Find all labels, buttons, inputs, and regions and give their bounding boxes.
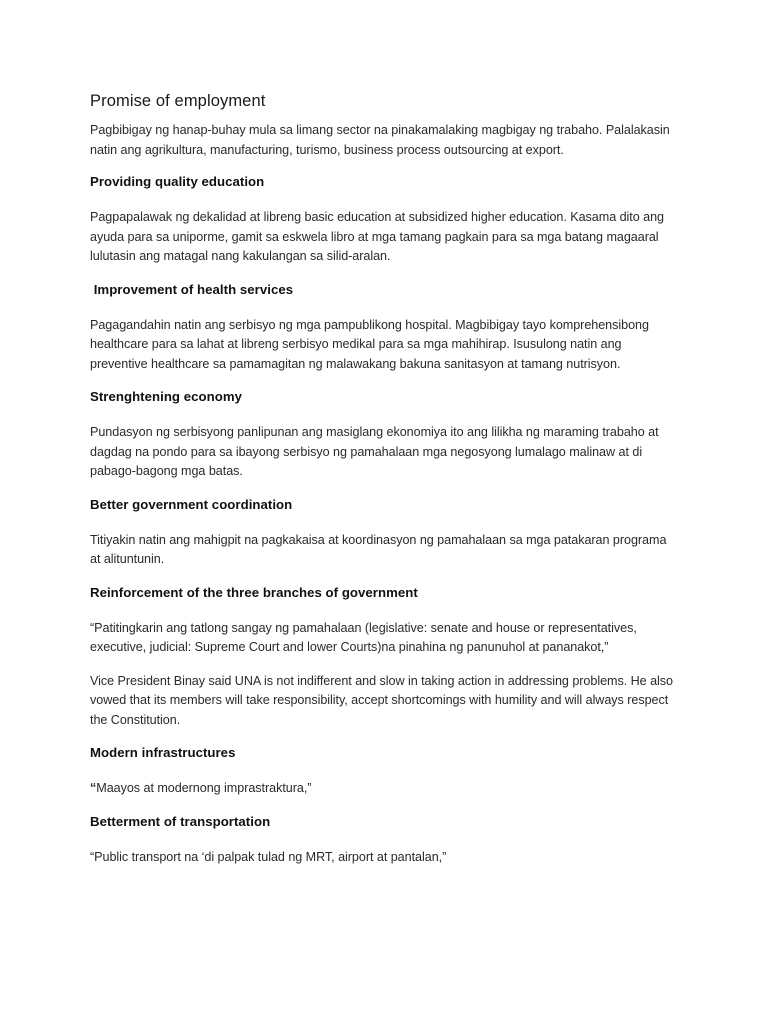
paragraph-line: natin ang agrikultura, manufacturing, turismo, business process outsourcing at export. — [90, 142, 564, 157]
education-heading: Providing quality education — [90, 174, 265, 189]
branches-paragraph — [90, 672, 690, 731]
paragraph-line: “Patitingkarin ang tatlong sangay ng pamahalaan (legislative: senate and house or representatives, — [90, 620, 637, 635]
paragraph-line: Pagbibigay ng hanap-buhay mula sa limang sector na pinakamalaking magbigay ng trabaho. Palalakasin — [90, 123, 670, 137]
infrastructure-heading: Modern infrastructures — [90, 745, 236, 760]
health-paragraph — [90, 316, 690, 375]
paragraph-line: Vice President Binay said UNA is not indifferent and slow in taking action in addressing problems. He also — [90, 673, 673, 688]
document-page — [90, 92, 690, 867]
paragraph-line: Pundasyon ng serbisyong panlipunan ang masiglang ekonomiya ito ang lilikha ng maraming trabaho at — [90, 425, 659, 439]
health-heading: Improvement of health services — [90, 281, 294, 297]
paragraph-line: Pagagandahin natin ang serbisyo ng mga pampublikong hospital. Magbibigay tayo komprehensibong — [90, 317, 649, 332]
paragraph-line: pabago-bagong mga batas. — [90, 464, 243, 478]
paragraph-line: executive, judicial: Supreme Court and lower Courts)na pinahina ng panunuhol at pananakot,” — [90, 640, 609, 654]
economy-paragraph — [90, 423, 690, 482]
infrastructure-paragraph — [90, 779, 690, 799]
paragraph-line: Pagpapalawak ng dekalidad at libreng basic education at subsidized higher education. Kasama dito ang — [90, 210, 665, 224]
paragraph-line: healthcare para sa lahat at libreng serbisyo medikal para sa mga mahihirap. Isusulong natin ang — [90, 337, 622, 351]
paragraph-line: at alituntunin. — [90, 552, 165, 566]
document-title: Promise of employment — [90, 92, 266, 110]
employment-paragraph — [90, 121, 690, 160]
coordination-paragraph — [90, 531, 690, 570]
paragraph-line: ayuda para sa uniporme, gamit sa eskwela libro at mga tamang pagkain para sa mga batang magaaral — [90, 229, 659, 244]
paragraph-line: lulutasin ang matagal nang kakulangan sa silid-aralan. — [90, 249, 391, 263]
transportation-heading: Betterment of transportation — [90, 813, 271, 829]
infrastructure-quote: Maayos at modernong imprastraktura,” — [96, 781, 312, 795]
paragraph-line: dagdag na pondo para sa ibayong serbisyo ng pamahalaan mga negosyong lumalago malinaw at di — [90, 444, 643, 459]
economy-heading: Strenghtening economy — [90, 389, 242, 404]
transportation-paragraph: “Public transport na ‘di palpak tulad ng MRT, airport at pantalan,” — [90, 849, 447, 864]
branches-heading: Reinforcement of the three branches of government — [90, 584, 418, 600]
paragraph-line: the Constitution. — [90, 712, 181, 727]
quote-mark: “ — [90, 781, 97, 795]
paragraph-line: vowed that its members will take responsibility, accept shortcomings with humility and will always respect — [90, 693, 669, 707]
education-paragraph — [90, 208, 690, 267]
coordination-heading: Better government coordination — [90, 496, 293, 512]
paragraph-line: preventive healthcare sa pamamagitan ng malawakang bakuna sanitasyon at tamang nutrisyon. — [90, 356, 621, 371]
branches-quote-paragraph — [90, 619, 690, 658]
paragraph-line: Titiyakin natin ang mahigpit na pagkakaisa at koordinasyon ng pamahalaan sa mga patakaran programa — [90, 532, 667, 547]
